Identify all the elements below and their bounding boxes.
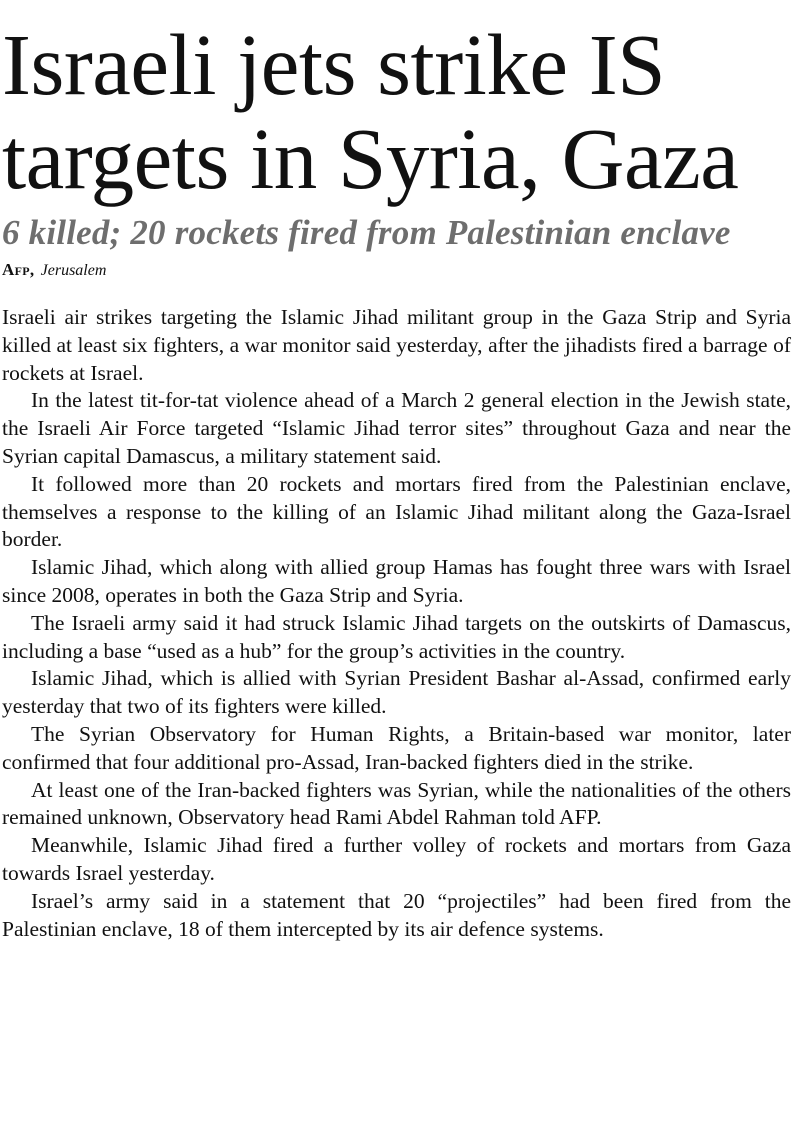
article-body bbox=[2, 304, 791, 943]
paragraph: Meanwhile, Islamic Jihad fired a further volley of rockets and mortars from Gaza towards Israel yesterday. bbox=[2, 833, 791, 885]
article bbox=[2, 0, 791, 943]
paragraph: In the latest tit-for-tat violence ahead of a March 2 general election in the Jewish state, the Israeli Air Force targeted “Islamic Jihad terror sites” throughout Gaza and near the Syrian capital Damascus, a military statement said. bbox=[2, 388, 791, 468]
paragraph: Islamic Jihad, which along with allied group Hamas has fought three wars with Israel since 2008, operates in both the Gaza Strip and Syria. bbox=[2, 555, 791, 607]
headline bbox=[2, 0, 791, 206]
paragraph: The Syrian Observatory for Human Rights, a Britain-based war monitor, later confirmed that four additional pro-Assad, Iran-backed fighters died in the strike. bbox=[2, 721, 791, 774]
paragraph: At least one of the Iran-backed fighters was Syrian, while the nationalities of the others remained unknown, Observatory head Rami Abdel Rahman told AFP. bbox=[2, 777, 791, 830]
byline-location: Jerusalem bbox=[40, 262, 107, 279]
paragraph: Islamic Jihad, which is allied with Syrian President Bashar al-Assad, confirmed early yesterday that two of its fighters were killed. bbox=[2, 666, 791, 719]
headline-line-2: targets in Syria, Gaza bbox=[2, 110, 739, 207]
paragraph: The Israeli army said it had struck Islamic Jihad targets on the outskirts of Damascus, including a base “used as a hub” for the group’s activities in the country. bbox=[2, 610, 791, 663]
paragraph: Israeli air strikes targeting the Islamic Jihad militant group in the Gaza Strip and Syria killed at least six fighters, a war monitor said yesterday, after the jihadists fired a barrage of rockets at Israel. bbox=[2, 305, 791, 385]
paragraph: It followed more than 20 rockets and mortars fired from the Palestinian enclave, themselves a response to the killing of an Islamic Jihad militant along the Gaza-Israel border. bbox=[2, 471, 791, 552]
subheadline: 6 killed; 20 rockets fired from Palestinian enclave bbox=[2, 213, 731, 252]
byline-agency: Afp, bbox=[2, 260, 35, 279]
headline-line-1: Israeli jets strike IS bbox=[2, 16, 666, 113]
byline bbox=[2, 260, 791, 281]
paragraph: Israel’s army said in a statement that 20 “projectiles” had been fired from the Palestinian enclave, 18 of them intercepted by its air defence systems. bbox=[2, 888, 791, 941]
